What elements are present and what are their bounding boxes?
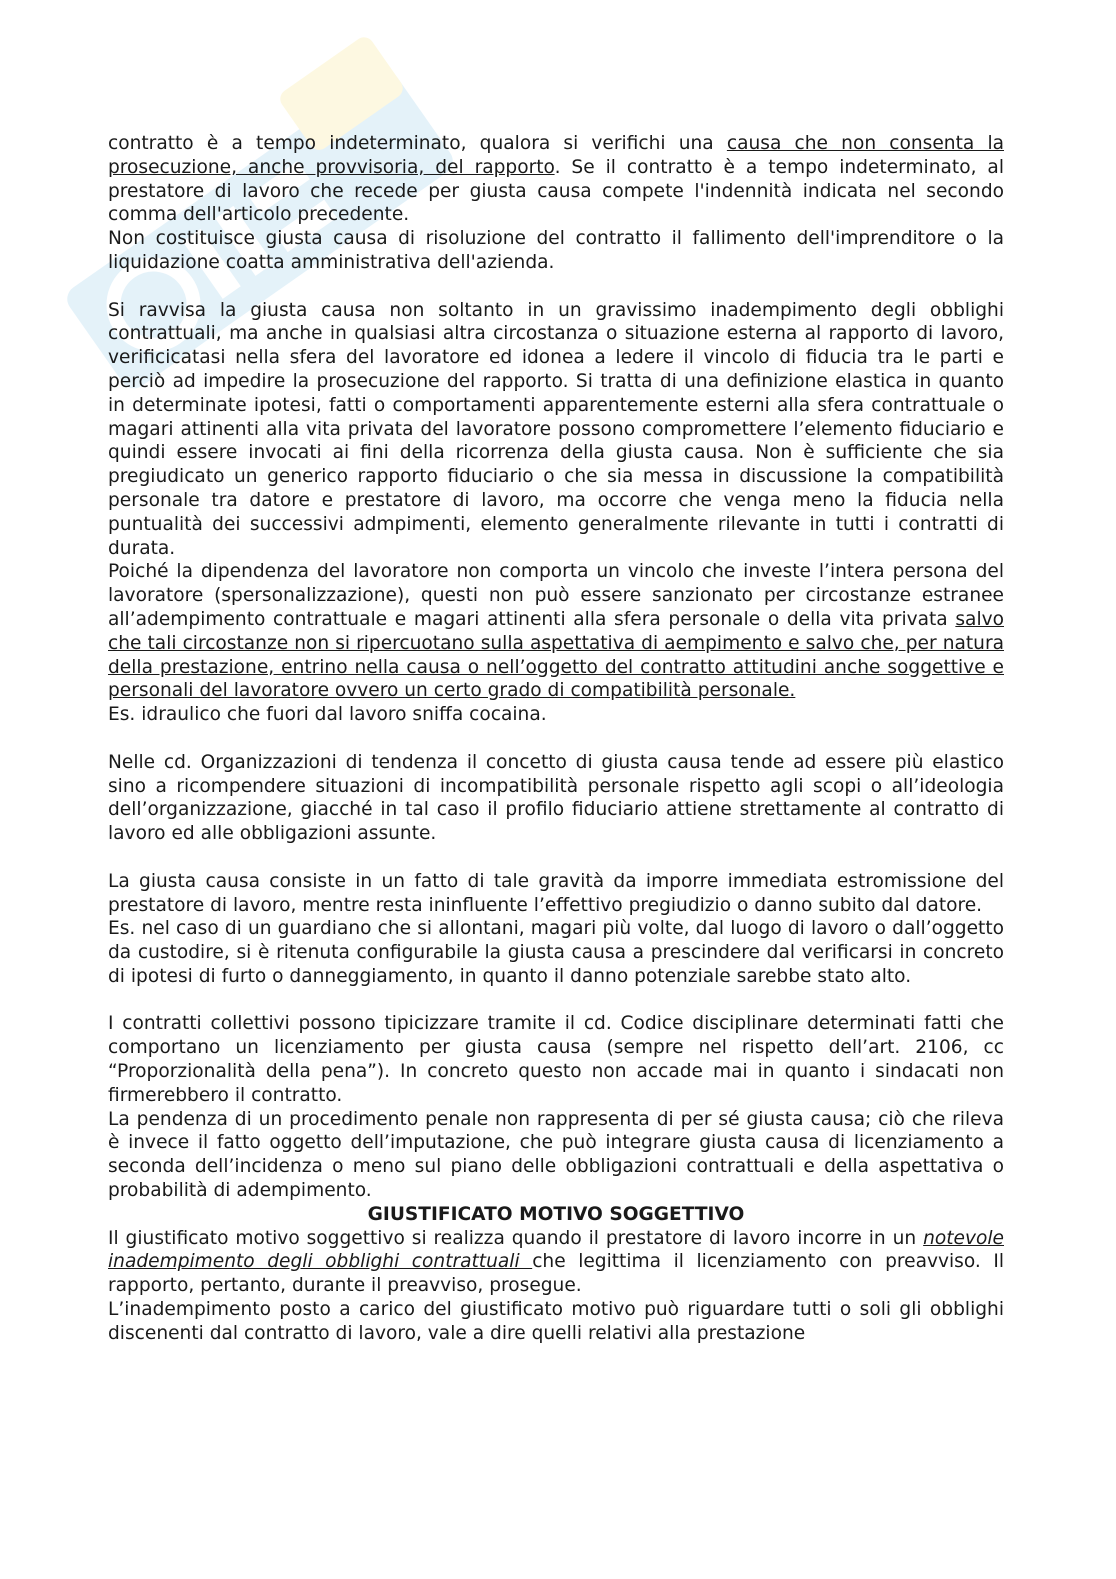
underlined-text: salvo che tali circostanze non si ripercuotano sulla aspettativa di aempimento e salvo che, per natura della prestazione, entrino nella causa o nell’oggetto del contratto attitudini anche soggettive e personali del lavoratore ovvero un certo grado di compatibilità personale.: [108, 608, 1004, 702]
paragraph: L’inadempimento posto a carico del giustificato motivo può riguardare tutti o soli gli obblighi discenenti dal contratto di lavoro, vale a dire quelli relativi alla prestazione: [108, 1299, 1004, 1344]
underlined-text: causa che non consenta la prosecuzione, anche provvisoria, del rapporto: [108, 133, 1004, 178]
document-body: [108, 132, 1004, 1346]
paragraph: Es. idraulico che fuori dal lavoro sniffa cocaina.: [108, 704, 547, 726]
paragraph: Poiché la dipendenza del lavoratore non comporta un vincolo che investe l’intera persona del lavoratore (spersonalizzazione), questi non può essere sanzionato per circostanze estranee all’adempimento contrattuale e magari attinenti alla sfera personale o della vita privata salvo che tali circostanze non si ripercuotano sulla aspettativa di aempimento e salvo che, per natura della prestazione, entrino nella causa o nell’oggetto del contratto attitudini anche soggettive e personali del lavoratore ovvero un certo grado di compatibilità personale.: [108, 561, 1004, 702]
underlined-italic-text: notevole inadempimento degli obblighi contrattuali: [108, 1227, 1004, 1273]
paragraph: contratto è a tempo indeterminato, qualora si verifichi una causa che non consenta la prosecuzione, anche provvisoria, del rapporto. Se il contratto è a tempo indeterminato, al prestatore di lavoro che recede per giusta causa compete l'indennità indicata nel secondo comma dell'articolo precedente.: [108, 133, 1004, 226]
paragraph: Il giustificato motivo soggettivo si realizza quando il prestatore di lavoro incorre in un notevole inadempimento degli obblighi contrattuali che legittima il licenziamento con preavviso. Il rapporto, pertanto, durante il preavviso, prosegue.: [108, 1227, 1005, 1297]
paragraph: I contratti collettivi possono tipicizzare tramite il cd. Codice disciplinare determinati fatti che comportano un licenziamento per giusta causa (sempre nel rispetto dell’art. 2106, cc “Proporzionalità della pena”). In concreto questo non accade mai in quanto i sindacati non firmerebbero il contratto.: [108, 1013, 1004, 1106]
paragraph: La giusta causa consiste in un fatto di tale gravità da imporre immediata estromissione del prestatore di lavoro, mentre resta ininfluente l’effettivo pregiudizio o danno subito dal datore.: [108, 870, 1004, 916]
paragraph: La pendenza di un procedimento penale non rappresenta di per sé giusta causa; ciò che rileva è invece il fatto oggetto dell’imputazione, che può integrare giusta causa di licenziamento a seconda dell’incidenza o meno sul piano delle obbligazioni contrattuali e della aspettativa o probabilità di adempimento.: [108, 1108, 1004, 1202]
paragraph: Non costituisce giusta causa di risoluzione del contratto il fallimento dell'imprenditore o la liquidazione coatta amministrativa dell'azienda.: [108, 228, 1004, 273]
paragraph: Es. nel caso di un guardiano che si allontani, magari più volte, dal luogo di lavoro o dall’oggetto da custodire, si è ritenuta configurabile la giusta causa a prescindere dal verificarsi in concreto di ipotesi di furto o danneggiamento, in quanto il danno potenziale sarebbe stato alto.: [108, 918, 1004, 987]
section-heading: GIUSTIFICATO MOTIVO SOGGETTIVO: [367, 1203, 745, 1225]
paragraph: Nelle cd. Organizzazioni di tendenza il concetto di giusta causa tende ad essere più elastico sino a ricompendere situazioni di incompatibilità personale rispetto agli scopi o all’ideologia dell’organizzazione, giacché in tal caso il profilo fiduciario attiene strettamente al contratto di lavoro ed alle obbligazioni assunte.: [108, 751, 1004, 845]
paragraph: Si ravvisa la giusta causa non soltanto in un gravissimo inadempimento degli obblighi contrattuali, ma anche in qualsiasi altra circostanza o situazione esterna al rapporto di lavoro, verificicatasi nella sfera del lavoratore ed idonea a ledere il vincolo di fiducia tra le parti e perciò ad impedire la prosecuzione del rapporto. Si tratta di una definizione elastica in quanto in determinate ipotesi, fatti o comportamenti apparentemente esterni alla sfera contrattuale o magari attinenti alla vita privata del lavoratore possono compromettere l’elemento fiduciario e quindi essere invocati ai fini della ricorrenza della giusta causa. Non è sufficiente che sia pregiudicato un generico rapporto fiduciario o che sia messa in discussione la compatibilità personale tra datore e prestatore di lavoro, ma occorre che venga meno la fiducia nella puntualità dei successivi admpimenti, elemento generalmente rilevante in tutti i contratti di durata.: [108, 299, 1004, 559]
